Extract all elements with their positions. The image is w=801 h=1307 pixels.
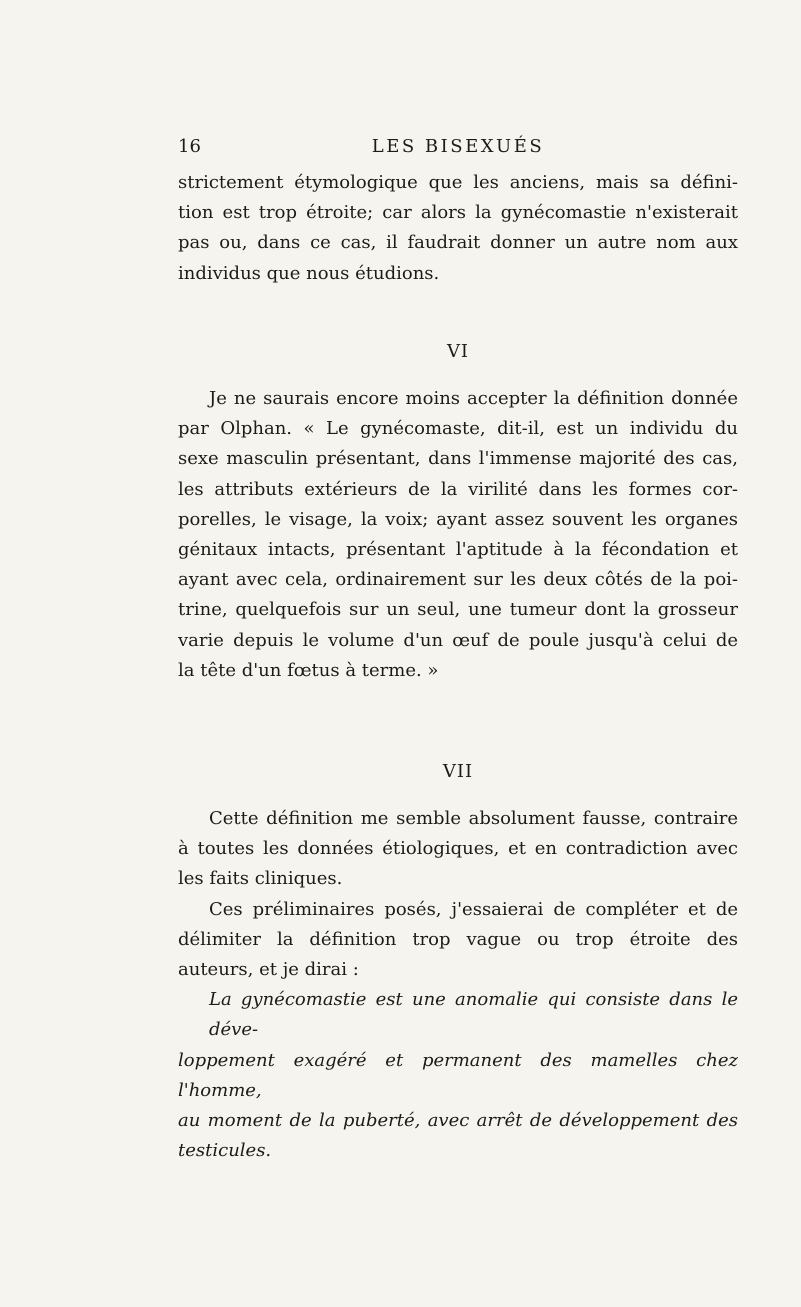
text-line: testicules. bbox=[178, 1140, 272, 1162]
text-line: sexe masculin présentant, dans l'immense majorité des cas, bbox=[178, 448, 738, 470]
text-line: loppement exagéré et permanent des mamelles chez l'homme, bbox=[178, 1049, 738, 1101]
running-title: LES BISEXUÉS bbox=[371, 136, 545, 157]
text-line: individus que nous étudions. bbox=[178, 262, 440, 284]
text-line: les attributs extérieurs de la virilité dans les formes cor- bbox=[178, 478, 738, 500]
text-line: Cette définition me semble absolument fausse, contraire bbox=[209, 808, 738, 829]
text-line: au moment de la puberté, avec arrêt de développement des bbox=[178, 1110, 738, 1132]
text-line: tion est trop étroite; car alors la gynécomastie n'existerait bbox=[178, 202, 738, 224]
text-line: délimiter la définition trop vague ou trop étroite des bbox=[178, 928, 738, 950]
text-line: porelles, le visage, la voix; ayant assez souvent les organes bbox=[178, 508, 738, 530]
section-vi-paragraph bbox=[178, 384, 738, 686]
section-vii-body bbox=[178, 804, 738, 1166]
text-line: à toutes les données étiologiques, et en contradiction avec bbox=[178, 838, 738, 860]
text-line: La gynécomastie est une anomalie qui consiste dans le déve- bbox=[209, 989, 738, 1041]
running-header bbox=[178, 132, 738, 162]
opening-paragraph bbox=[178, 168, 738, 289]
text-line: les faits cliniques. bbox=[178, 868, 343, 890]
paragraph bbox=[178, 895, 738, 986]
definition-paragraph bbox=[178, 985, 738, 1166]
text-line: trine, quelquefois sur un seul, une tumeur dont la grosseur bbox=[178, 599, 738, 621]
text-line: varie depuis le volume d'un œuf de poule jusqu'à celui de bbox=[178, 629, 738, 651]
text-line: auteurs, et je dirai : bbox=[178, 959, 359, 981]
text-line: génitaux intacts, présentant l'aptitude à la fécondation et bbox=[178, 539, 738, 561]
paragraph bbox=[178, 804, 738, 895]
text-line: Je ne saurais encore moins accepter la définition donnée bbox=[209, 388, 738, 409]
text-line: pas ou, dans ce cas, il faudrait donner un autre nom aux bbox=[178, 232, 738, 254]
page-number: 16 bbox=[178, 136, 201, 157]
text-line: la tête d'un fœtus à terme. » bbox=[178, 659, 439, 681]
text-line: strictement étymologique que les anciens, mais sa défini- bbox=[178, 172, 738, 193]
text-line: par Olphan. « Le gynécomaste, dit-il, est un individu du bbox=[178, 418, 738, 440]
section-heading-vi: VI bbox=[446, 341, 470, 362]
text-line: Ces préliminaires posés, j'essaierai de compléter et de bbox=[209, 898, 738, 920]
text-line: ayant avec cela, ordinairement sur les deux côtés de la poi- bbox=[178, 569, 738, 591]
section-heading-vii: VII bbox=[442, 761, 474, 782]
